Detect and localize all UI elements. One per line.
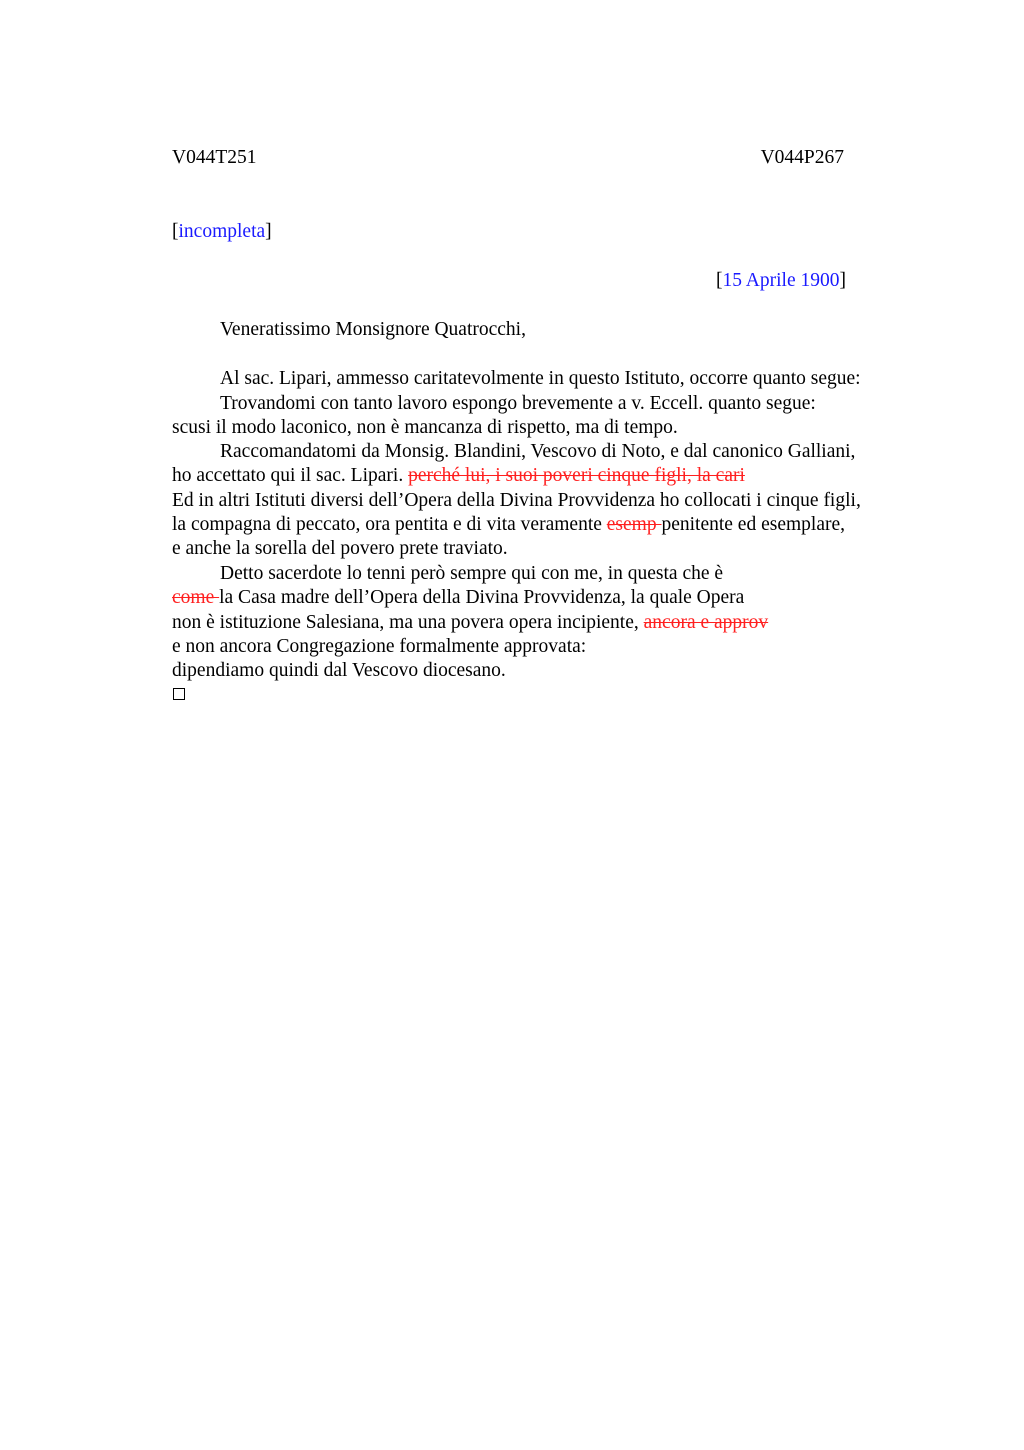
body-line-7-text-end: penitente ed esemplare, [661, 514, 846, 535]
body-line-10-text: la Casa madre dell’Opera della Divina Provvidenza, la quale Opera [219, 587, 745, 608]
status-bracket-close: ] [265, 221, 272, 242]
header-left-code: V044T251 [172, 147, 257, 168]
body-line-9: Detto sacerdote lo tenni però sempre qui con me, in questa che è [220, 563, 724, 584]
letter-date [716, 269, 846, 293]
salutation: Veneratissimo Monsignore Quatrocchi, [220, 319, 526, 340]
deleted-text: come [172, 587, 220, 608]
body-line-11 [172, 611, 768, 635]
body-line-8: e anche la sorella del povero prete traviato. [172, 538, 508, 559]
date-bracket-open: [ [716, 270, 723, 291]
date-label: 15 Aprile 1900 [722, 270, 840, 291]
body-line-4: Raccomandatomi da Monsig. Blandini, Vescovo di Noto, e dal canonico Galliani, [220, 441, 856, 462]
empty-square-icon [173, 688, 185, 700]
body-line-6: Ed in altri Istituti diversi dell’Opera della Divina Provvidenza ho collocati i cinque figli, [172, 490, 861, 511]
body-line-13: dipendiamo quindi dal Vescovo diocesano. [172, 660, 506, 681]
body-line-7-text: la compagna di peccato, ora pentita e di vita veramente [172, 514, 607, 535]
body-line-5 [172, 464, 745, 488]
body-line-3: scusi il modo laconico, non è mancanza di rispetto, ma di tempo. [172, 417, 678, 438]
status-bracket-open: [ [172, 221, 179, 242]
deleted-text: ancora e approv [643, 612, 769, 633]
header-right-code: V044P267 [760, 147, 844, 168]
body-line-11-text: non è istituzione Salesiana, ma una povera opera incipiente, [172, 612, 644, 633]
deleted-text: perché lui, i suoi poveri cinque figli, la cari [408, 465, 745, 486]
deleted-text: esemp [606, 514, 662, 535]
body-line-1: Al sac. Lipari, ammesso caritatevolmente in questo Istituto, occorre quanto segue: [220, 368, 861, 389]
body-line-2: Trovandomi con tanto lavoro espongo brevemente a v. Eccell. quanto segue: [220, 393, 816, 414]
date-bracket-close: ] [839, 270, 846, 291]
body-line-12: e non ancora Congregazione formalmente approvata: [172, 636, 587, 657]
body-line-5-text: ho accettato qui il sac. Lipari. [172, 465, 409, 486]
status-note [172, 220, 272, 244]
status-label: incompleta [178, 221, 266, 242]
body-line-10 [172, 586, 744, 610]
body-line-7 [172, 513, 845, 537]
